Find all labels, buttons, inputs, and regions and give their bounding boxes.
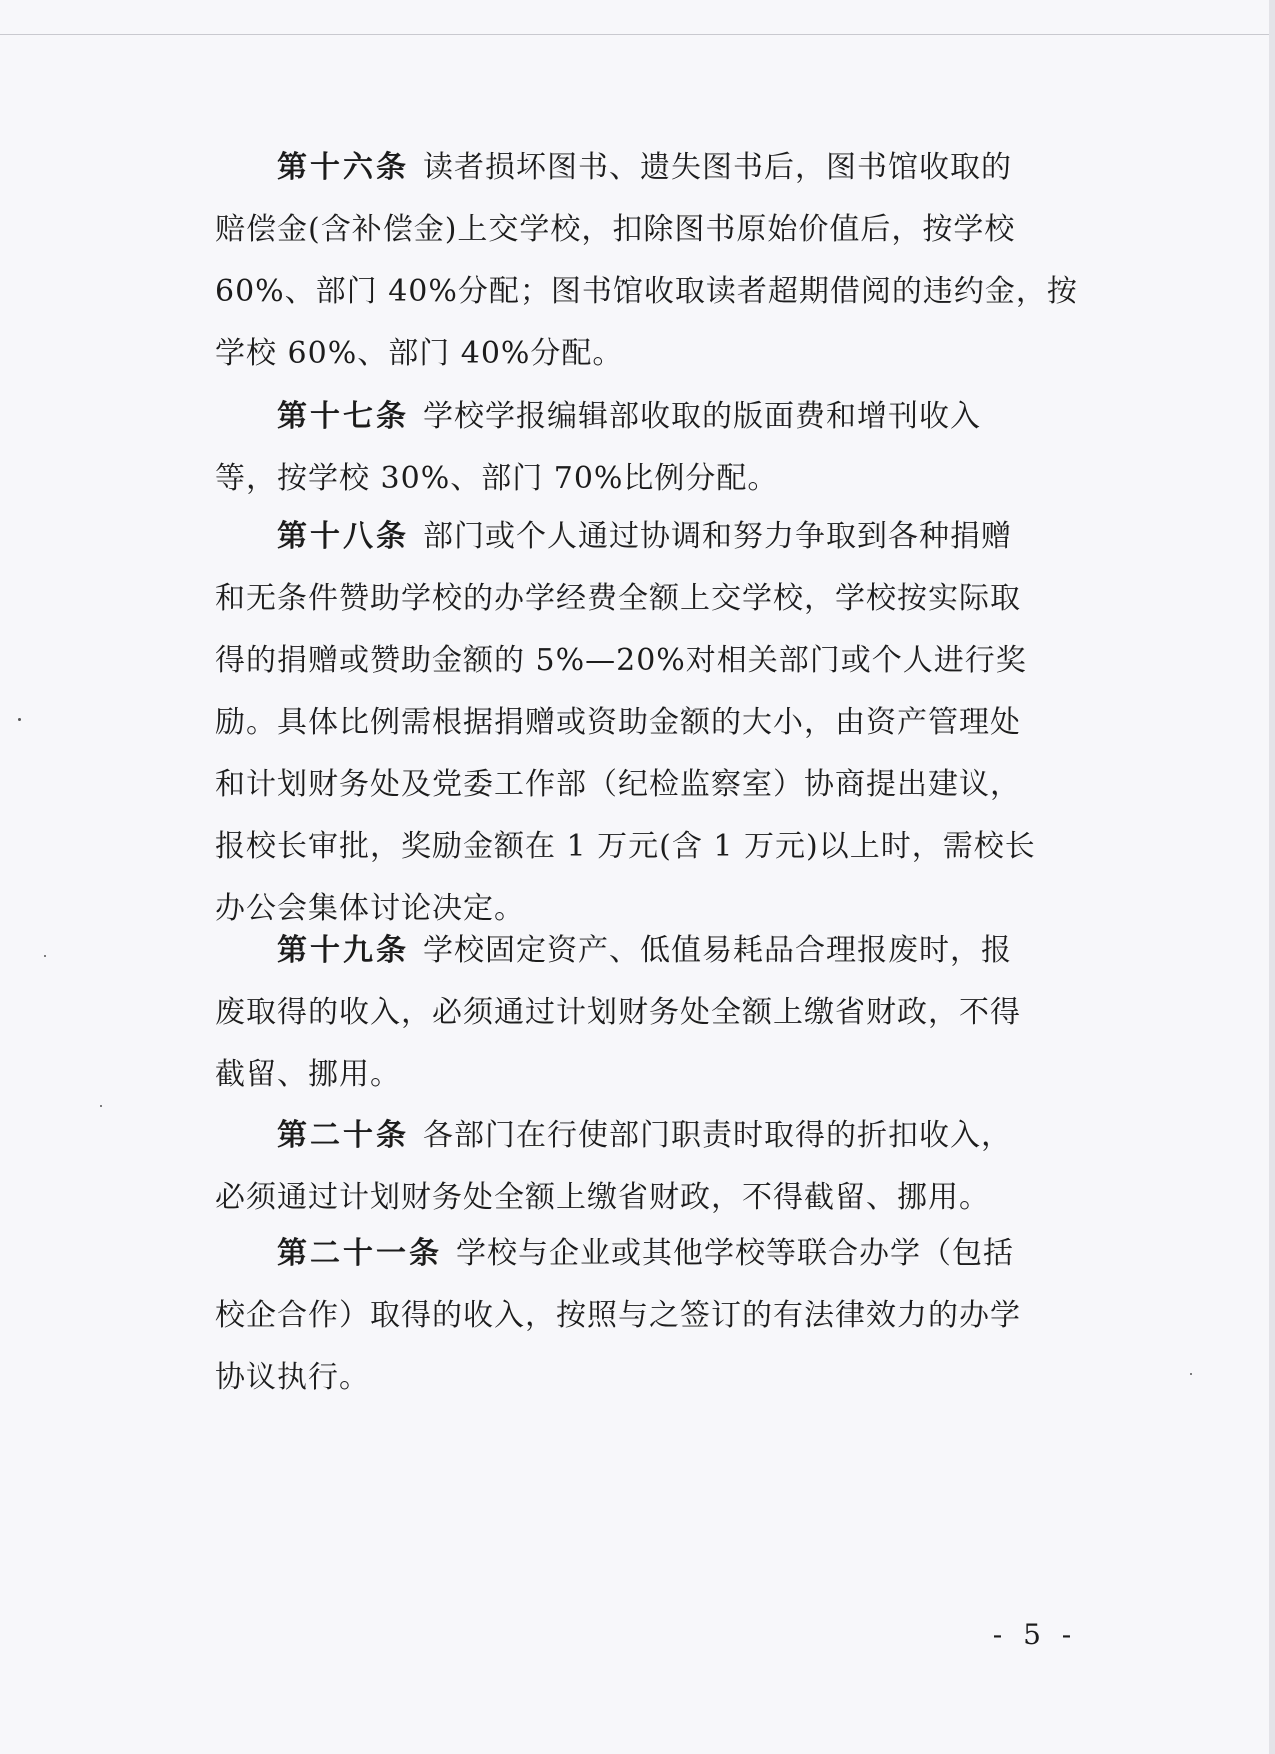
scan-speck (18, 718, 21, 721)
article-line: 赔偿金(含补偿金)上交学校，扣除图书原始价值后，按学校 (215, 212, 1016, 247)
article-text: 读者损坏图书、遗失图书后，图书馆收取的 (423, 150, 1012, 185)
article-line: 报校长审批，奖励金额在 1 万元(含 1 万元)以上时，需校长 (215, 829, 1036, 864)
article-line (215, 506, 1095, 568)
article-18 (215, 506, 1095, 940)
article-19 (215, 920, 1095, 1106)
article-text: 部门或个人通过协调和努力争取到各种捐赠 (423, 519, 1012, 554)
article-line: 校企合作）取得的收入，按照与之签订的有法律效力的办学 (215, 1298, 1021, 1333)
article-line: 废取得的收入，必须通过计划财务处全额上缴省财政，不得 (215, 995, 1021, 1030)
article-line: 60%、部门 40%分配；图书馆收取读者超期借阅的违约金，按 (215, 274, 1078, 309)
scan-speck (1190, 1373, 1192, 1375)
scan-speck (100, 1105, 102, 1107)
article-text: 学校学报编辑部收取的版面费和增刊收入 (423, 399, 981, 434)
article-16 (215, 137, 1095, 385)
article-line: 协议执行。 (215, 1360, 370, 1395)
scan-right-edge (1269, 0, 1275, 1754)
article-heading: 第十八条 (277, 519, 409, 554)
article-line (215, 137, 1095, 199)
article-line: 等，按学校 30%、部门 70%比例分配。 (215, 461, 779, 496)
page-number: - 5 - (992, 1618, 1078, 1651)
article-21 (215, 1223, 1095, 1409)
article-heading: 第十七条 (277, 399, 409, 434)
scan-speck (44, 955, 46, 957)
article-20 (215, 1105, 1095, 1229)
article-text: 学校与企业或其他学校等联合办学（包括 (456, 1236, 1014, 1271)
article-line: 和无条件赞助学校的办学经费全额上交学校，学校按实际取 (215, 581, 1021, 616)
article-heading: 第二十条 (277, 1118, 409, 1153)
article-line: 和计划财务处及党委工作部（纪检监察室）协商提出建议， (215, 767, 1021, 802)
article-line (215, 920, 1095, 982)
article-heading: 第十九条 (277, 933, 409, 968)
article-line: 必须通过计划财务处全额上缴省财政，不得截留、挪用。 (215, 1180, 990, 1215)
article-line: 学校 60%、部门 40%分配。 (215, 336, 624, 371)
article-line: 得的捐赠或赞助金额的 5%—20%对相关部门或个人进行奖 (215, 643, 1027, 678)
article-line: 截留、挪用。 (215, 1057, 401, 1092)
article-text: 学校固定资产、低值易耗品合理报废时，报 (423, 933, 1012, 968)
article-17 (215, 386, 1095, 510)
article-heading: 第二十一条 (277, 1236, 442, 1271)
article-line (215, 1105, 1095, 1167)
article-text: 各部门在行使部门职责时取得的折扣收入， (423, 1118, 1012, 1153)
scan-edge-line (0, 34, 1275, 35)
article-line (215, 386, 1095, 448)
article-heading: 第十六条 (277, 150, 409, 185)
article-line: 办公会集体讨论决定。 (215, 891, 525, 926)
article-line: 励。具体比例需根据捐赠或资助金额的大小，由资产管理处 (215, 705, 1021, 740)
article-line (215, 1223, 1095, 1285)
